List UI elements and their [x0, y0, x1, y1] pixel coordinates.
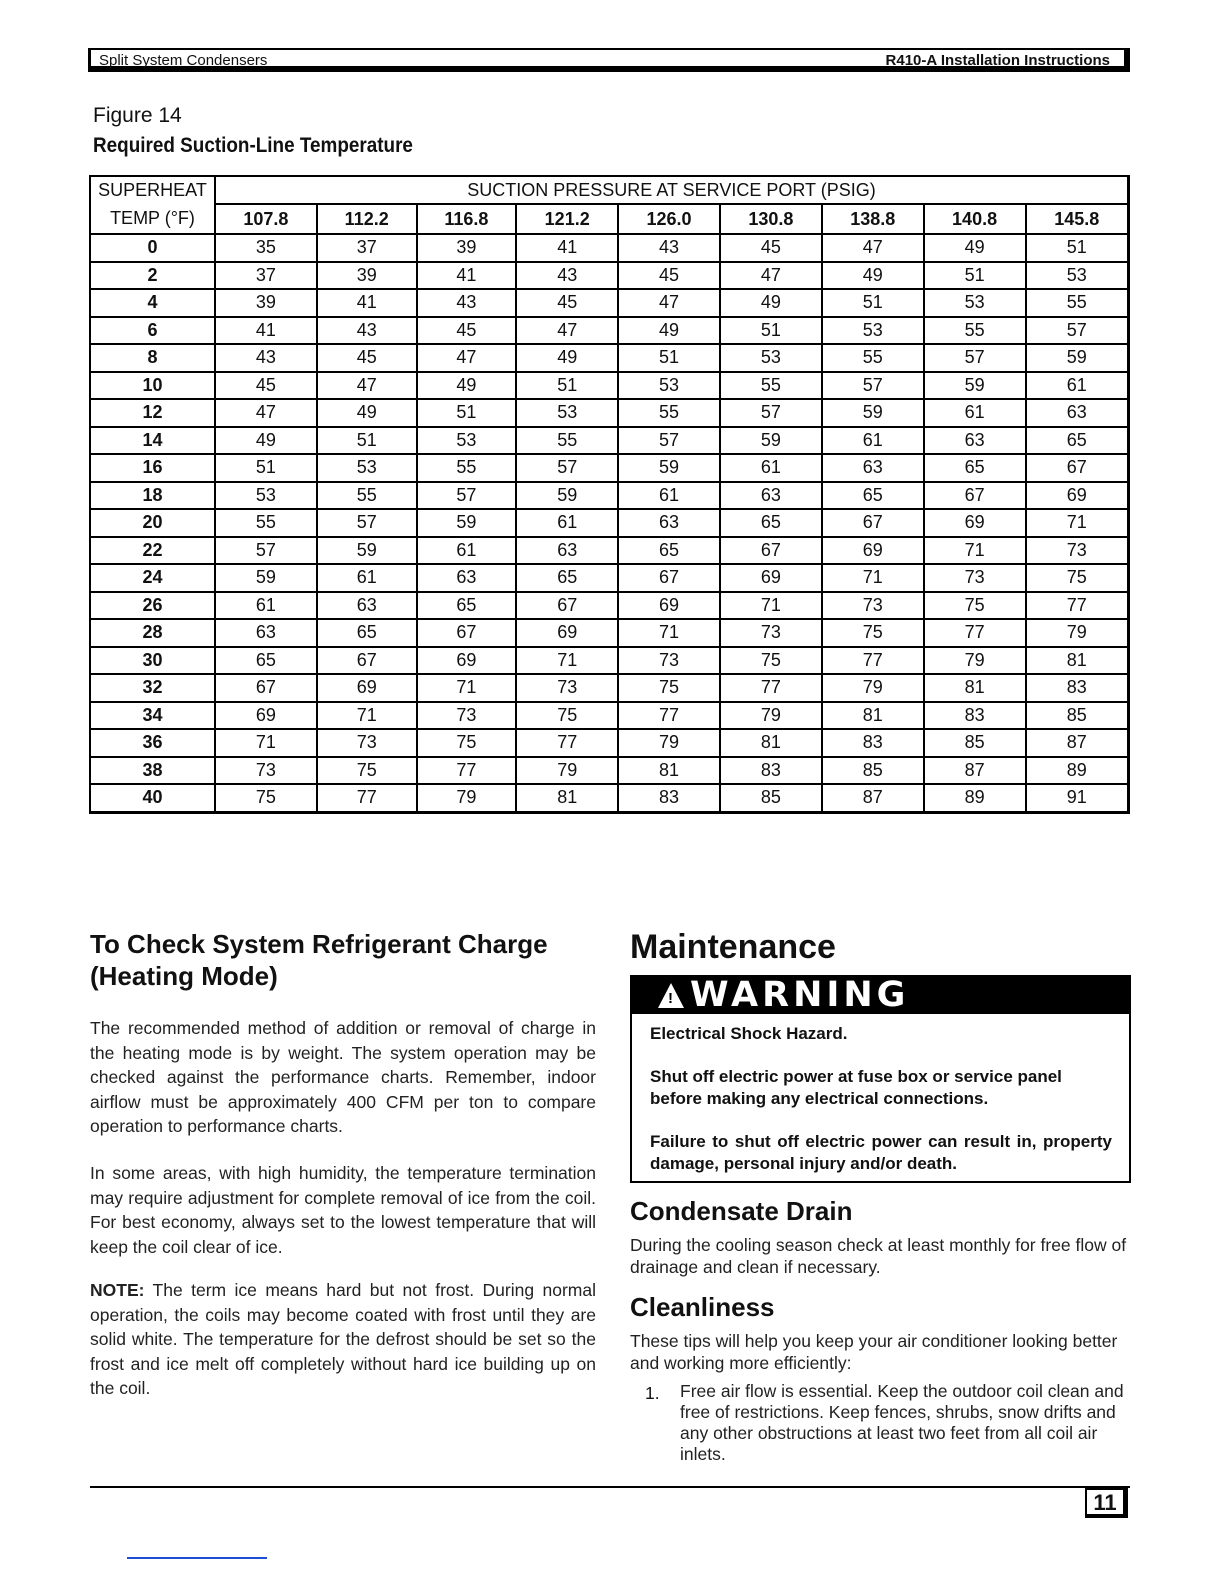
temperature-cell: 77: [822, 647, 924, 675]
temperature-cell: 47: [822, 234, 924, 262]
temperature-cell: 55: [417, 454, 517, 482]
temperature-cell: 89: [1026, 757, 1129, 785]
table-row: [90, 592, 1129, 620]
temperature-cell: 77: [516, 729, 618, 757]
superheat-header: SUPERHEAT: [90, 176, 215, 204]
page-number: 11: [1085, 1488, 1128, 1518]
temperature-cell: 59: [215, 564, 317, 592]
temperature-cell: 61: [417, 537, 517, 565]
temperature-cell: 57: [924, 344, 1026, 372]
temperature-cell: 49: [516, 344, 618, 372]
temperature-cell: 43: [516, 262, 618, 290]
temperature-cell: 45: [417, 317, 517, 345]
temperature-cell: 79: [618, 729, 720, 757]
temperature-cell: 73: [516, 674, 618, 702]
temperature-cell: 69: [1026, 482, 1129, 510]
table-row: [90, 537, 1129, 565]
heating-mode-section: [90, 928, 596, 1398]
temperature-cell: 53: [516, 399, 618, 427]
temperature-cell: 39: [215, 289, 317, 317]
temperature-cell: 61: [1026, 372, 1129, 400]
maintenance-heading: Maintenance: [630, 928, 836, 966]
temperature-cell: 57: [720, 399, 822, 427]
underline-mark: [127, 1557, 267, 1559]
temperature-cell: 49: [822, 262, 924, 290]
temperature-cell: 77: [317, 784, 417, 812]
temperature-cell: 63: [924, 427, 1026, 455]
superheat-cell: 32: [90, 674, 215, 702]
temperature-cell: 63: [720, 482, 822, 510]
temperature-cell: 87: [924, 757, 1026, 785]
temperature-cell: 73: [417, 702, 517, 730]
temperature-cell: 67: [215, 674, 317, 702]
temperature-cell: 71: [720, 592, 822, 620]
warning-box: [630, 975, 1131, 1183]
table-row: [90, 674, 1129, 702]
temperature-cell: 59: [924, 372, 1026, 400]
table-row: [90, 289, 1129, 317]
temperature-cell: 61: [720, 454, 822, 482]
superheat-cell: 12: [90, 399, 215, 427]
temperature-cell: 69: [822, 537, 924, 565]
temperature-cell: 57: [1026, 317, 1129, 345]
figure-number: Figure 14: [93, 104, 182, 127]
table-row: [90, 702, 1129, 730]
temperature-cell: 59: [1026, 344, 1129, 372]
temperature-cell: 67: [516, 592, 618, 620]
temperature-cell: 45: [516, 289, 618, 317]
temperature-cell: 69: [516, 619, 618, 647]
temperature-cell: 71: [317, 702, 417, 730]
header-right-title: R410-A Installation Instructions: [885, 52, 1110, 69]
pressure-col-header: 126.0: [618, 204, 720, 234]
temperature-cell: 39: [317, 262, 417, 290]
heating-paragraph-1: The recommended method of addition or removal of charge in the heating mode is by weight. The system operation may be checked against the performance charts. Remember, indoor airflow must be approximately 400 CFM per ton to compare operation to performance charts.: [90, 1018, 596, 1136]
temperature-cell: 49: [417, 372, 517, 400]
temperature-cell: 85: [720, 784, 822, 812]
temperature-cell: 47: [215, 399, 317, 427]
header-left-title: Split System Condensers: [99, 52, 268, 69]
temperature-cell: 65: [618, 537, 720, 565]
temperature-cell: 85: [1026, 702, 1129, 730]
pressure-col-header: 138.8: [822, 204, 924, 234]
temperature-cell: 53: [924, 289, 1026, 317]
warning-triangle-icon: !: [658, 983, 684, 1008]
temperature-cell: 45: [215, 372, 317, 400]
temperature-cell: 69: [618, 592, 720, 620]
cleanliness-heading: Cleanliness: [630, 1292, 775, 1322]
heating-mode-heading: [90, 928, 596, 992]
superheat-cell: 26: [90, 592, 215, 620]
temperature-cell: 51: [924, 262, 1026, 290]
temperature-cell: 59: [417, 509, 517, 537]
list-item-number: 1.: [645, 1383, 660, 1403]
table-row: [90, 454, 1129, 482]
temperature-cell: 67: [1026, 454, 1129, 482]
temperature-cell: 61: [317, 564, 417, 592]
superheat-cell: 24: [90, 564, 215, 592]
temperature-cell: 73: [822, 592, 924, 620]
temperature-cell: 81: [720, 729, 822, 757]
temperature-cell: 85: [822, 757, 924, 785]
temperature-cell: 51: [516, 372, 618, 400]
temperature-cell: 39: [417, 234, 517, 262]
temperature-cell: 61: [516, 509, 618, 537]
table-row: [90, 729, 1129, 757]
pressure-col-header: 107.8: [215, 204, 317, 234]
pressure-col-header: 116.8: [417, 204, 517, 234]
superheat-cell: 30: [90, 647, 215, 675]
heating-paragraph-2: In some areas, with high humidity, the temperature termination may require adjustment for complete removal of ice from the coil. For best economy, always set to the lowest temperature that will keep the coil clear of ice.: [90, 1163, 596, 1257]
superheat-cell: 16: [90, 454, 215, 482]
temperature-cell: 47: [516, 317, 618, 345]
temperature-cell: 65: [317, 619, 417, 647]
temperature-cell: 75: [215, 784, 317, 812]
superheat-cell: 2: [90, 262, 215, 290]
temperature-cell: 77: [1026, 592, 1129, 620]
temperature-cell: 65: [822, 482, 924, 510]
temperature-cell: 65: [1026, 427, 1129, 455]
heading-line-2: (Heating Mode): [90, 961, 278, 991]
temperature-cell: 51: [1026, 234, 1129, 262]
temperature-cell: 57: [417, 482, 517, 510]
cleanliness-text: These tips will help you keep your air conditioner looking better and working more efficiently:: [630, 1331, 1118, 1373]
temperature-cell: 65: [516, 564, 618, 592]
temperature-cell: 53: [317, 454, 417, 482]
superheat-cell: 6: [90, 317, 215, 345]
superheat-cell: 18: [90, 482, 215, 510]
superheat-cell: 0: [90, 234, 215, 262]
table-row: [90, 757, 1129, 785]
warning-banner: [632, 977, 1129, 1014]
temperature-cell: 45: [618, 262, 720, 290]
temperature-cell: 67: [417, 619, 517, 647]
temperature-cell: 71: [924, 537, 1026, 565]
temperature-cell: 69: [215, 702, 317, 730]
temperature-cell: 59: [618, 454, 720, 482]
temperature-cell: 75: [720, 647, 822, 675]
temperature-cell: 49: [215, 427, 317, 455]
temperature-cell: 45: [317, 344, 417, 372]
temperature-cell: 75: [317, 757, 417, 785]
superheat-cell: 36: [90, 729, 215, 757]
superheat-cell: 40: [90, 784, 215, 812]
temperature-cell: 75: [516, 702, 618, 730]
temperature-cell: 49: [924, 234, 1026, 262]
temperature-cell: 55: [618, 399, 720, 427]
temperature-cell: 63: [417, 564, 517, 592]
temperature-cell: 73: [317, 729, 417, 757]
note-label: NOTE:: [90, 1280, 145, 1300]
temperature-cell: 77: [720, 674, 822, 702]
temperature-cell: 57: [618, 427, 720, 455]
temperature-cell: 59: [822, 399, 924, 427]
table-row: [90, 647, 1129, 675]
temperature-cell: 43: [417, 289, 517, 317]
warning-text-2: Shut off electric power at fuse box or service panel before making any electrical connections.: [650, 1067, 1062, 1108]
temperature-cell: 85: [924, 729, 1026, 757]
superheat-cell: 14: [90, 427, 215, 455]
temperature-cell: 73: [924, 564, 1026, 592]
temperature-cell: 47: [618, 289, 720, 317]
temperature-cell: 75: [924, 592, 1026, 620]
temperature-cell: 63: [215, 619, 317, 647]
note-paragraph: [90, 1278, 596, 1401]
temperature-cell: 41: [516, 234, 618, 262]
condensate-text: During the cooling season check at least monthly for free flow of drainage and clean if necessary.: [630, 1235, 1127, 1277]
temperature-cell: 63: [822, 454, 924, 482]
temperature-cell: 61: [924, 399, 1026, 427]
temperature-cell: 63: [618, 509, 720, 537]
temperature-cell: 61: [215, 592, 317, 620]
temperature-cell: 57: [822, 372, 924, 400]
temperature-cell: 79: [822, 674, 924, 702]
temperature-cell: 83: [924, 702, 1026, 730]
table-row: [90, 372, 1129, 400]
temperature-cell: 77: [417, 757, 517, 785]
temperature-cell: 69: [720, 564, 822, 592]
warning-text-1: Electrical Shock Hazard.: [650, 1024, 848, 1043]
temperature-cell: 79: [516, 757, 618, 785]
temperature-cell: 67: [924, 482, 1026, 510]
temperature-cell: 67: [720, 537, 822, 565]
temperature-cell: 65: [924, 454, 1026, 482]
temperature-cell: 43: [317, 317, 417, 345]
heading-line-1: To Check System Refrigerant Charge: [90, 929, 548, 959]
temperature-cell: 71: [822, 564, 924, 592]
temperature-cell: 59: [317, 537, 417, 565]
temperature-cell: 71: [215, 729, 317, 757]
temperature-cell: 81: [924, 674, 1026, 702]
table-row: [90, 262, 1129, 290]
temperature-cell: 73: [618, 647, 720, 675]
table-row: [90, 344, 1129, 372]
footer-rule: [90, 1486, 1130, 1488]
temperature-cell: 75: [417, 729, 517, 757]
table-row: [90, 427, 1129, 455]
temperature-cell: 71: [1026, 509, 1129, 537]
temperature-cell: 53: [720, 344, 822, 372]
table-row: [90, 509, 1129, 537]
temperature-cell: 55: [924, 317, 1026, 345]
table-row: [90, 619, 1129, 647]
superheat-cell: 4: [90, 289, 215, 317]
superheat-cell: 34: [90, 702, 215, 730]
temperature-cell: 41: [317, 289, 417, 317]
temperature-cell: 53: [417, 427, 517, 455]
temperature-cell: 45: [720, 234, 822, 262]
temperature-cell: 75: [1026, 564, 1129, 592]
temperature-cell: 49: [720, 289, 822, 317]
temperature-cell: 83: [720, 757, 822, 785]
superheat-cell: 28: [90, 619, 215, 647]
list-item-text: Free air flow is essential. Keep the outdoor coil clean and free of restrictions. Keep fences, shrubs, snow drifts and any other obstructions at least two feet from all coil air inlets.: [680, 1381, 1124, 1464]
temperature-cell: 57: [215, 537, 317, 565]
temperature-cell: 79: [924, 647, 1026, 675]
table-row: [90, 482, 1129, 510]
figure-title: Required Suction-Line Temperature: [93, 134, 413, 157]
temperature-cell: 51: [822, 289, 924, 317]
pressure-col-header: 145.8: [1026, 204, 1129, 234]
temperature-cell: 81: [822, 702, 924, 730]
superheat-cell: 38: [90, 757, 215, 785]
temperature-cell: 63: [516, 537, 618, 565]
temperature-cell: 37: [317, 234, 417, 262]
temperature-cell: 55: [215, 509, 317, 537]
temperature-cell: 37: [215, 262, 317, 290]
temperature-cell: 69: [924, 509, 1026, 537]
temperature-cell: 73: [720, 619, 822, 647]
superheat-cell: 10: [90, 372, 215, 400]
temperature-cell: 59: [516, 482, 618, 510]
temperature-cell: 75: [822, 619, 924, 647]
temperature-cell: 91: [1026, 784, 1129, 812]
temperature-cell: 61: [822, 427, 924, 455]
temperature-cell: 51: [720, 317, 822, 345]
temperature-cell: 69: [317, 674, 417, 702]
suction-temperature-table: [89, 175, 1130, 814]
temperature-cell: 51: [417, 399, 517, 427]
temperature-cell: 65: [720, 509, 822, 537]
temperature-cell: 47: [417, 344, 517, 372]
table-row: [90, 784, 1129, 812]
temperature-cell: 47: [317, 372, 417, 400]
temperature-cell: 65: [417, 592, 517, 620]
pressure-col-header: 112.2: [317, 204, 417, 234]
note-text: The term ice means hard but not frost. During normal operation, the coils may become coated with frost until they are solid white. The temperature for the defrost should be set so the frost and ice melt off completely without hard ice building up on the coil.: [90, 1280, 596, 1398]
temperature-cell: 73: [1026, 537, 1129, 565]
temperature-cell: 79: [720, 702, 822, 730]
temperature-cell: 83: [822, 729, 924, 757]
temperature-cell: 59: [720, 427, 822, 455]
temperature-cell: 69: [417, 647, 517, 675]
temperature-cell: 67: [822, 509, 924, 537]
temperature-cell: 57: [516, 454, 618, 482]
superheat-cell: 20: [90, 509, 215, 537]
temperature-cell: 41: [417, 262, 517, 290]
table-row: [90, 564, 1129, 592]
temperature-cell: 83: [618, 784, 720, 812]
temperature-cell: 87: [1026, 729, 1129, 757]
table-row: [90, 234, 1129, 262]
temperature-cell: 47: [720, 262, 822, 290]
temperature-cell: 87: [822, 784, 924, 812]
temperature-cell: 81: [1026, 647, 1129, 675]
superheat-cell: 22: [90, 537, 215, 565]
temperature-cell: 43: [618, 234, 720, 262]
temperature-cell: 53: [822, 317, 924, 345]
temperature-cell: 51: [618, 344, 720, 372]
pressure-col-header: 140.8: [924, 204, 1026, 234]
pressure-col-header: 130.8: [720, 204, 822, 234]
temperature-cell: 75: [618, 674, 720, 702]
temperature-cell: 53: [618, 372, 720, 400]
table-row: [90, 399, 1129, 427]
temperature-cell: 35: [215, 234, 317, 262]
temperature-cell: 83: [1026, 674, 1129, 702]
temperature-cell: 67: [317, 647, 417, 675]
condensate-heading: Condensate Drain: [630, 1196, 853, 1226]
temperature-cell: 71: [618, 619, 720, 647]
temperature-cell: 55: [1026, 289, 1129, 317]
temperature-cell: 65: [215, 647, 317, 675]
warning-word: WARNING: [690, 975, 910, 1015]
temperature-cell: 55: [516, 427, 618, 455]
temperature-cell: 73: [215, 757, 317, 785]
temperature-cell: 71: [417, 674, 517, 702]
temperature-cell: 41: [215, 317, 317, 345]
pressure-header: SUCTION PRESSURE AT SERVICE PORT (PSIG): [215, 176, 1129, 204]
pressure-col-header: 121.2: [516, 204, 618, 234]
temperature-cell: 49: [618, 317, 720, 345]
temperature-cell: 89: [924, 784, 1026, 812]
temperature-cell: 63: [1026, 399, 1129, 427]
temperature-cell: 55: [720, 372, 822, 400]
temperature-cell: 79: [417, 784, 517, 812]
temperature-cell: 49: [317, 399, 417, 427]
temperature-cell: 81: [618, 757, 720, 785]
temperature-cell: 77: [924, 619, 1026, 647]
temperature-cell: 51: [215, 454, 317, 482]
temperature-cell: 71: [516, 647, 618, 675]
temperature-cell: 79: [1026, 619, 1129, 647]
temperature-cell: 67: [618, 564, 720, 592]
temperature-cell: 55: [317, 482, 417, 510]
temperature-cell: 53: [1026, 262, 1129, 290]
temp-header: TEMP (°F): [90, 204, 215, 234]
temperature-cell: 55: [822, 344, 924, 372]
temperature-cell: 53: [215, 482, 317, 510]
temperature-cell: 57: [317, 509, 417, 537]
temperature-cell: 43: [215, 344, 317, 372]
temperature-cell: 63: [317, 592, 417, 620]
page-header: [88, 48, 1130, 72]
temperature-cell: 61: [618, 482, 720, 510]
temperature-cell: 81: [516, 784, 618, 812]
temperature-cell: 77: [618, 702, 720, 730]
temperature-cell: 51: [317, 427, 417, 455]
warning-text-3: Failure to shut off electric power can result in, property damage, personal injury and/or death.: [650, 1132, 1112, 1173]
superheat-cell: 8: [90, 344, 215, 372]
table-row: [90, 317, 1129, 345]
